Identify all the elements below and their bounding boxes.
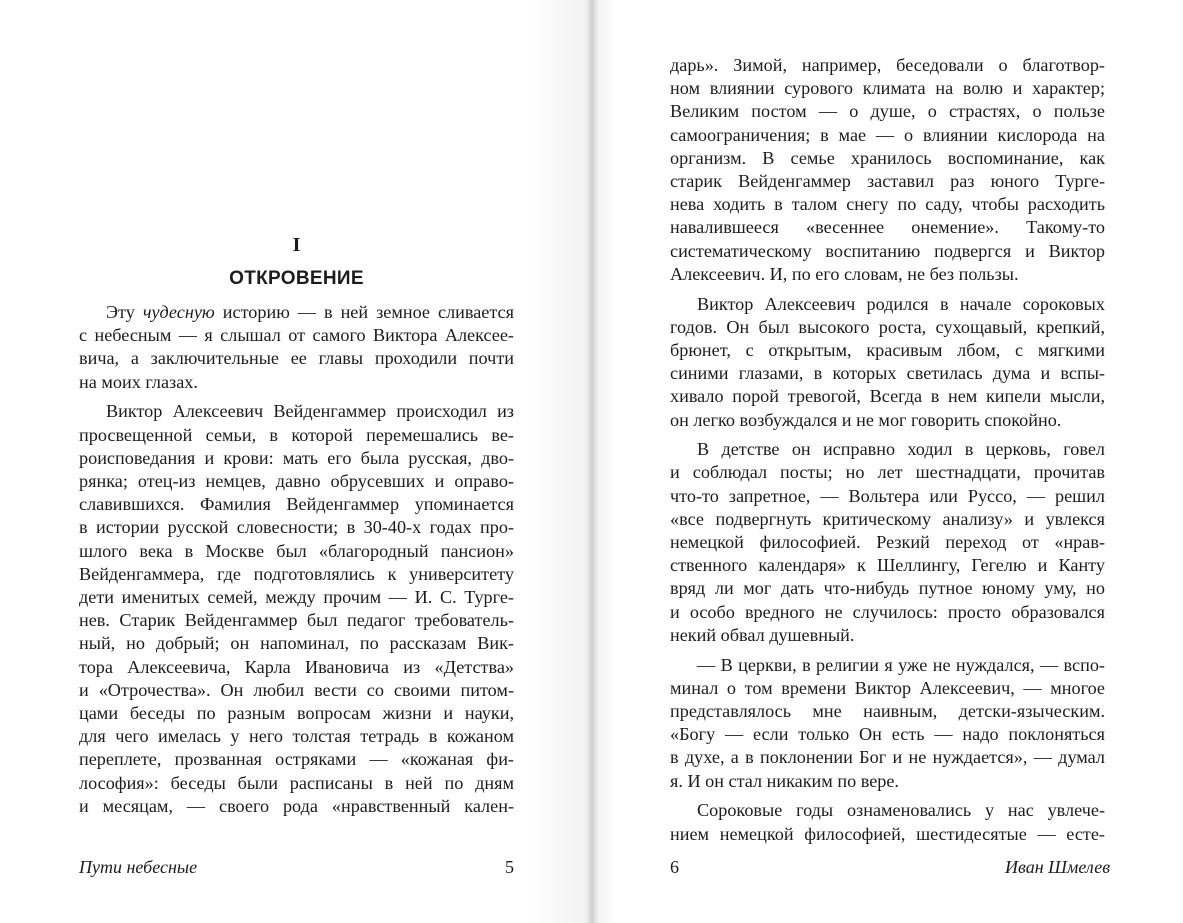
text-line: дети именитых семей, между прочим — И. С. Турге- <box>79 586 514 607</box>
running-footer-author: Иван Шмелев <box>1005 857 1111 877</box>
emphasis: чудесную <box>142 302 215 322</box>
text-line: он легко возбуждался и не мог говорить спокойно. <box>670 409 1062 430</box>
text-line: для чего имелась у него толстая тетрадь в кожаном <box>79 726 514 747</box>
page-number: 5 <box>505 857 514 877</box>
text-line: ном влиянии сурового климата на волю и характер; <box>670 78 1105 99</box>
text-line: Великим постом — о душе, о страстях, о пользе <box>670 101 1105 122</box>
text-line: годов. Он был высокого роста, сухощавый, крепкий, <box>670 316 1105 337</box>
text-line: и «Отрочества». Он любил вести со своими питом- <box>79 679 514 700</box>
paragraph <box>670 54 1105 286</box>
text-line: Эту чудесную историю — в ней земное сливается <box>106 302 514 322</box>
text-line: в истории русской словесности; в 30-40-х годах про- <box>79 517 514 538</box>
text-line: и особо вредного не случилось: просто образовался <box>670 601 1105 622</box>
chapter-title: ОТКРОВЕНИЕ <box>229 268 364 289</box>
paragraph <box>670 799 1105 845</box>
text-line: минал о том времени Виктор Алексеевич, — многое <box>670 677 1105 698</box>
text-line: цами беседы по разным вопросам жизни и науки, <box>79 702 514 723</box>
paragraph <box>670 438 1105 647</box>
text-line: систематическому воспитанию подвергся и Виктор <box>670 240 1105 261</box>
text-line: просвещенной семьи, в которой перемешались ве- <box>79 424 514 445</box>
paragraph <box>79 400 514 818</box>
page-number: 6 <box>670 857 679 877</box>
text-line: Виктор Алексеевич Вейденгаммер происходил из <box>106 401 514 422</box>
text-line: Вейденгаммера, где подготовлялись к университету <box>79 563 514 584</box>
text-line: — В церкви, в религии я уже не нуждался, — вспо- <box>697 654 1105 675</box>
text-line: ный, но добрый; он напоминал, по рассказам Вик- <box>79 633 514 654</box>
text-line: в духе, а в поклонении Бог и не нуждается», — думал <box>670 747 1105 768</box>
text-line: немецкой философией. Резкий переход от «нрав- <box>670 532 1105 553</box>
text-line: тора Алексеевича, Карла Ивановича из «Детства» <box>79 656 514 677</box>
right-page-text <box>670 54 1105 852</box>
text-line: Виктор Алексеевич родился в начале сороковых <box>697 293 1105 314</box>
left-page-text <box>79 301 514 824</box>
text-line: роисповедания и крови: мать его была русская, дво- <box>79 447 514 468</box>
text-line: организм. В семье хранилось воспоминание, как <box>670 147 1105 168</box>
text-line: нием немецкой философией, шестидесятые — есте- <box>670 823 1105 844</box>
text-line: славившихся. Фамилия Вейденгаммер упоминается <box>79 494 514 515</box>
text-line: нева ходить в талом снегу по саду, чтобы расходить <box>670 194 1105 215</box>
text-line: вича, а заключительные ее главы проходили почти <box>79 348 514 369</box>
text-line: Сороковые годы ознаменовались у нас увлече- <box>697 800 1105 821</box>
book-gutter <box>586 0 598 923</box>
text-line: «все подвергнуть критическому анализу» и увлекся <box>670 508 1105 529</box>
text-line: переплете, прозванная остряками — «кожаная фи- <box>79 749 514 770</box>
text-line: я. И он стал никаким по вере. <box>670 770 899 791</box>
text-line: что-то запретное, — Вольтера или Руссо, — решил <box>670 485 1105 506</box>
text-line: навалившееся «весеннее онемение». Такому-то <box>670 217 1105 238</box>
text-line: старик Вейденгаммер заставил раз юного Турге- <box>670 171 1105 192</box>
running-footer-title: Пути небесные <box>79 857 198 877</box>
chapter-number: I <box>292 234 301 256</box>
text-line: ственного календаря» к Шеллингу, Гегелю и Канту <box>670 555 1105 576</box>
text-line: некий обвал душевный. <box>670 624 855 645</box>
text-line: Алексеевич. И, по его словам, не без пользы. <box>670 263 1019 284</box>
text-line: шлого века в Москве был «благородный пансион» <box>79 540 514 561</box>
text-line: брюнет, с открытым, красивым лбом, с мягкими <box>670 339 1105 360</box>
text-line: с небесным — я слышал от самого Виктора Алексее- <box>79 325 514 346</box>
text-line: на моих глазах. <box>79 371 198 392</box>
text-line: и соблюдал посты; но лет шестнадцати, прочитав <box>670 462 1105 483</box>
text-line: и месяцам, — своего рода «нравственный кален- <box>79 795 514 816</box>
text-line: «Богу — если только Он есть — надо поклоняться <box>670 724 1105 745</box>
paragraph <box>79 301 514 394</box>
text-line: самоограничения; в мае — о влиянии кислорода на <box>670 124 1105 145</box>
paragraph <box>670 654 1105 793</box>
text-line: хивало порой тревогой, Всегда в нем кипели мысли, <box>670 386 1105 407</box>
paragraph <box>670 293 1105 432</box>
text-line: синими глазами, в которых светилась дума и вспы- <box>670 363 1105 384</box>
text-line: дарь». Зимой, например, беседовали о благотвор- <box>670 55 1105 75</box>
text-line: лософия»: беседы были расписаны в ней по дням <box>79 772 514 793</box>
text-line: вряд ли мог дать что-нибудь путное юному уму, но <box>670 578 1105 599</box>
text-line: рянка; отец-из немцев, давно обрусевших и оправо- <box>79 470 514 491</box>
text-line: представлялось мне наивным, детски-языческим. <box>670 700 1105 721</box>
text-line: нев. Старик Вейденгаммер был педагог требователь- <box>79 610 514 631</box>
text-line: В детстве он исправно ходил в церковь, говел <box>697 439 1105 460</box>
